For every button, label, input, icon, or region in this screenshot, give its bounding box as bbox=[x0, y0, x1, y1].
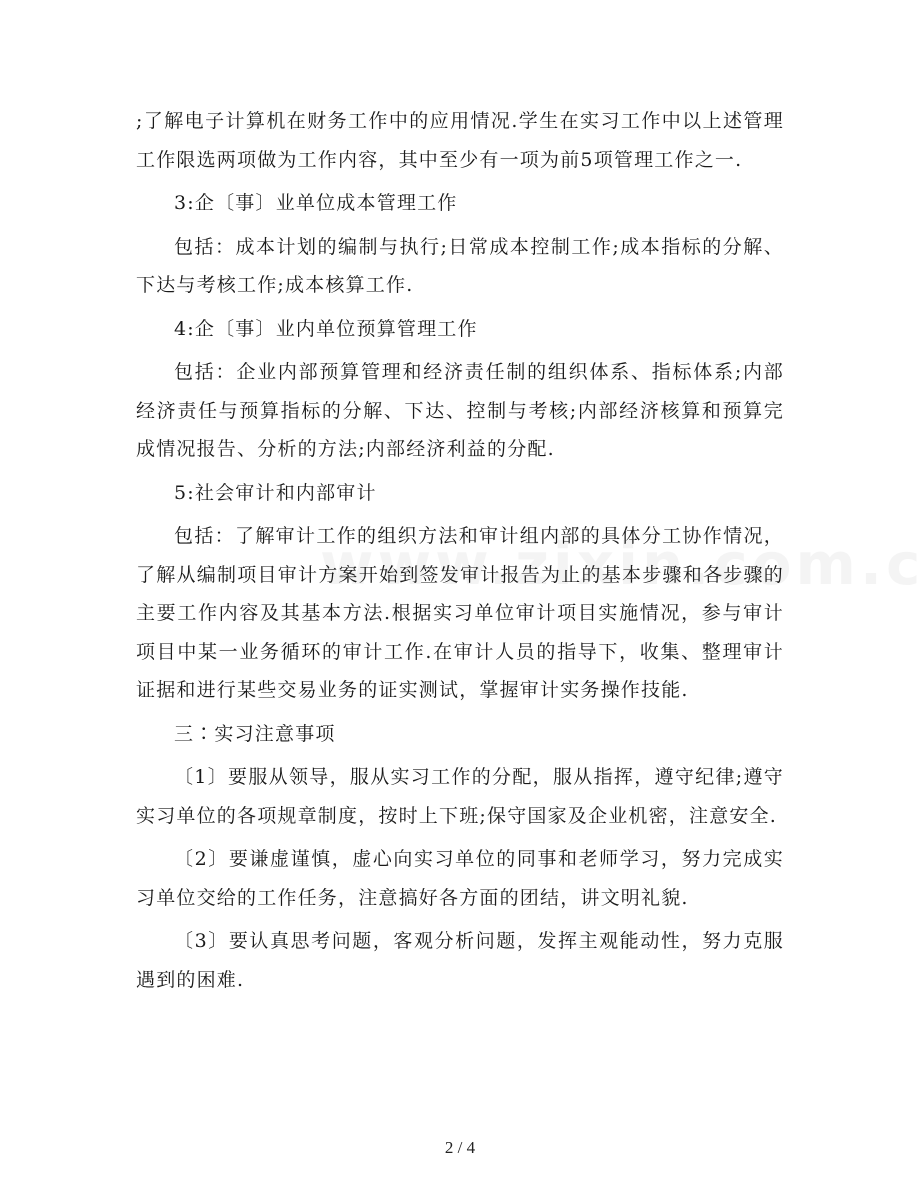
heading-cost-management: 3:企〔事〕业单位成本管理工作 bbox=[174, 192, 458, 214]
page-number: 2 / 4 bbox=[444, 1138, 476, 1157]
heading-budget-management: 4:企〔事〕业内单位预算管理工作 bbox=[174, 317, 478, 340]
heading-audit: 5:社会审计和内部审计 bbox=[174, 481, 377, 504]
note-item-2: 〔2〕要谦虚谨慎，虚心向实习单位的同事和老师学习，努力完成实习单位交给的工作任务，注意搞好各方面的团结，讲文明礼貌. bbox=[136, 848, 784, 909]
paragraph-1: ;了解电子计算机在财务工作中的应用情况.学生在实习工作中以上述管理工作限选两项做为工作内容，其中至少有一项为前5项管理工作之一. bbox=[136, 110, 784, 171]
paragraph-audit: 包括：了解审计工作的组织方法和审计组内部的具体分工协作情况，了解从编制项目审计方案开始到签发审计报告为止的基本步骤和各步骤的主要工作内容及其基本方法.根据实习单位审计项目实施情况，参与审计项目中某一业务循环的审计工作.在审计人员的指导下，收集、整理审计证据和进行某些交易业务的证实测试，掌握审计实务操作技能. bbox=[136, 525, 784, 701]
document-body bbox=[136, 102, 784, 1004]
paragraph-cost-management: 包括：成本计划的编制与执行;日常成本控制工作;成本指标的分解、下达与考核工作;成本核算工作. bbox=[136, 235, 784, 296]
note-item-1: 〔1〕要服从领导，服从实习工作的分配，服从指挥，遵守纪律;遵守实习单位的各项规章制度，按时上下班;保守国家及企业机密，注意安全. bbox=[136, 766, 784, 827]
heading-notes: 三∶实习注意事项 bbox=[174, 722, 336, 745]
paragraph-budget-management: 包括：企业内部预算管理和经济责任制的组织体系、指标体系;内部经济责任与预算指标的分解、下达、控制与考核;内部经济核算和预算完成情况报告、分析的方法;内部经济利益的分配. bbox=[136, 361, 784, 460]
note-item-3: 〔3〕要认真思考问题，客观分析问题，发挥主观能动性，努力克服遇到的困难. bbox=[136, 930, 784, 991]
